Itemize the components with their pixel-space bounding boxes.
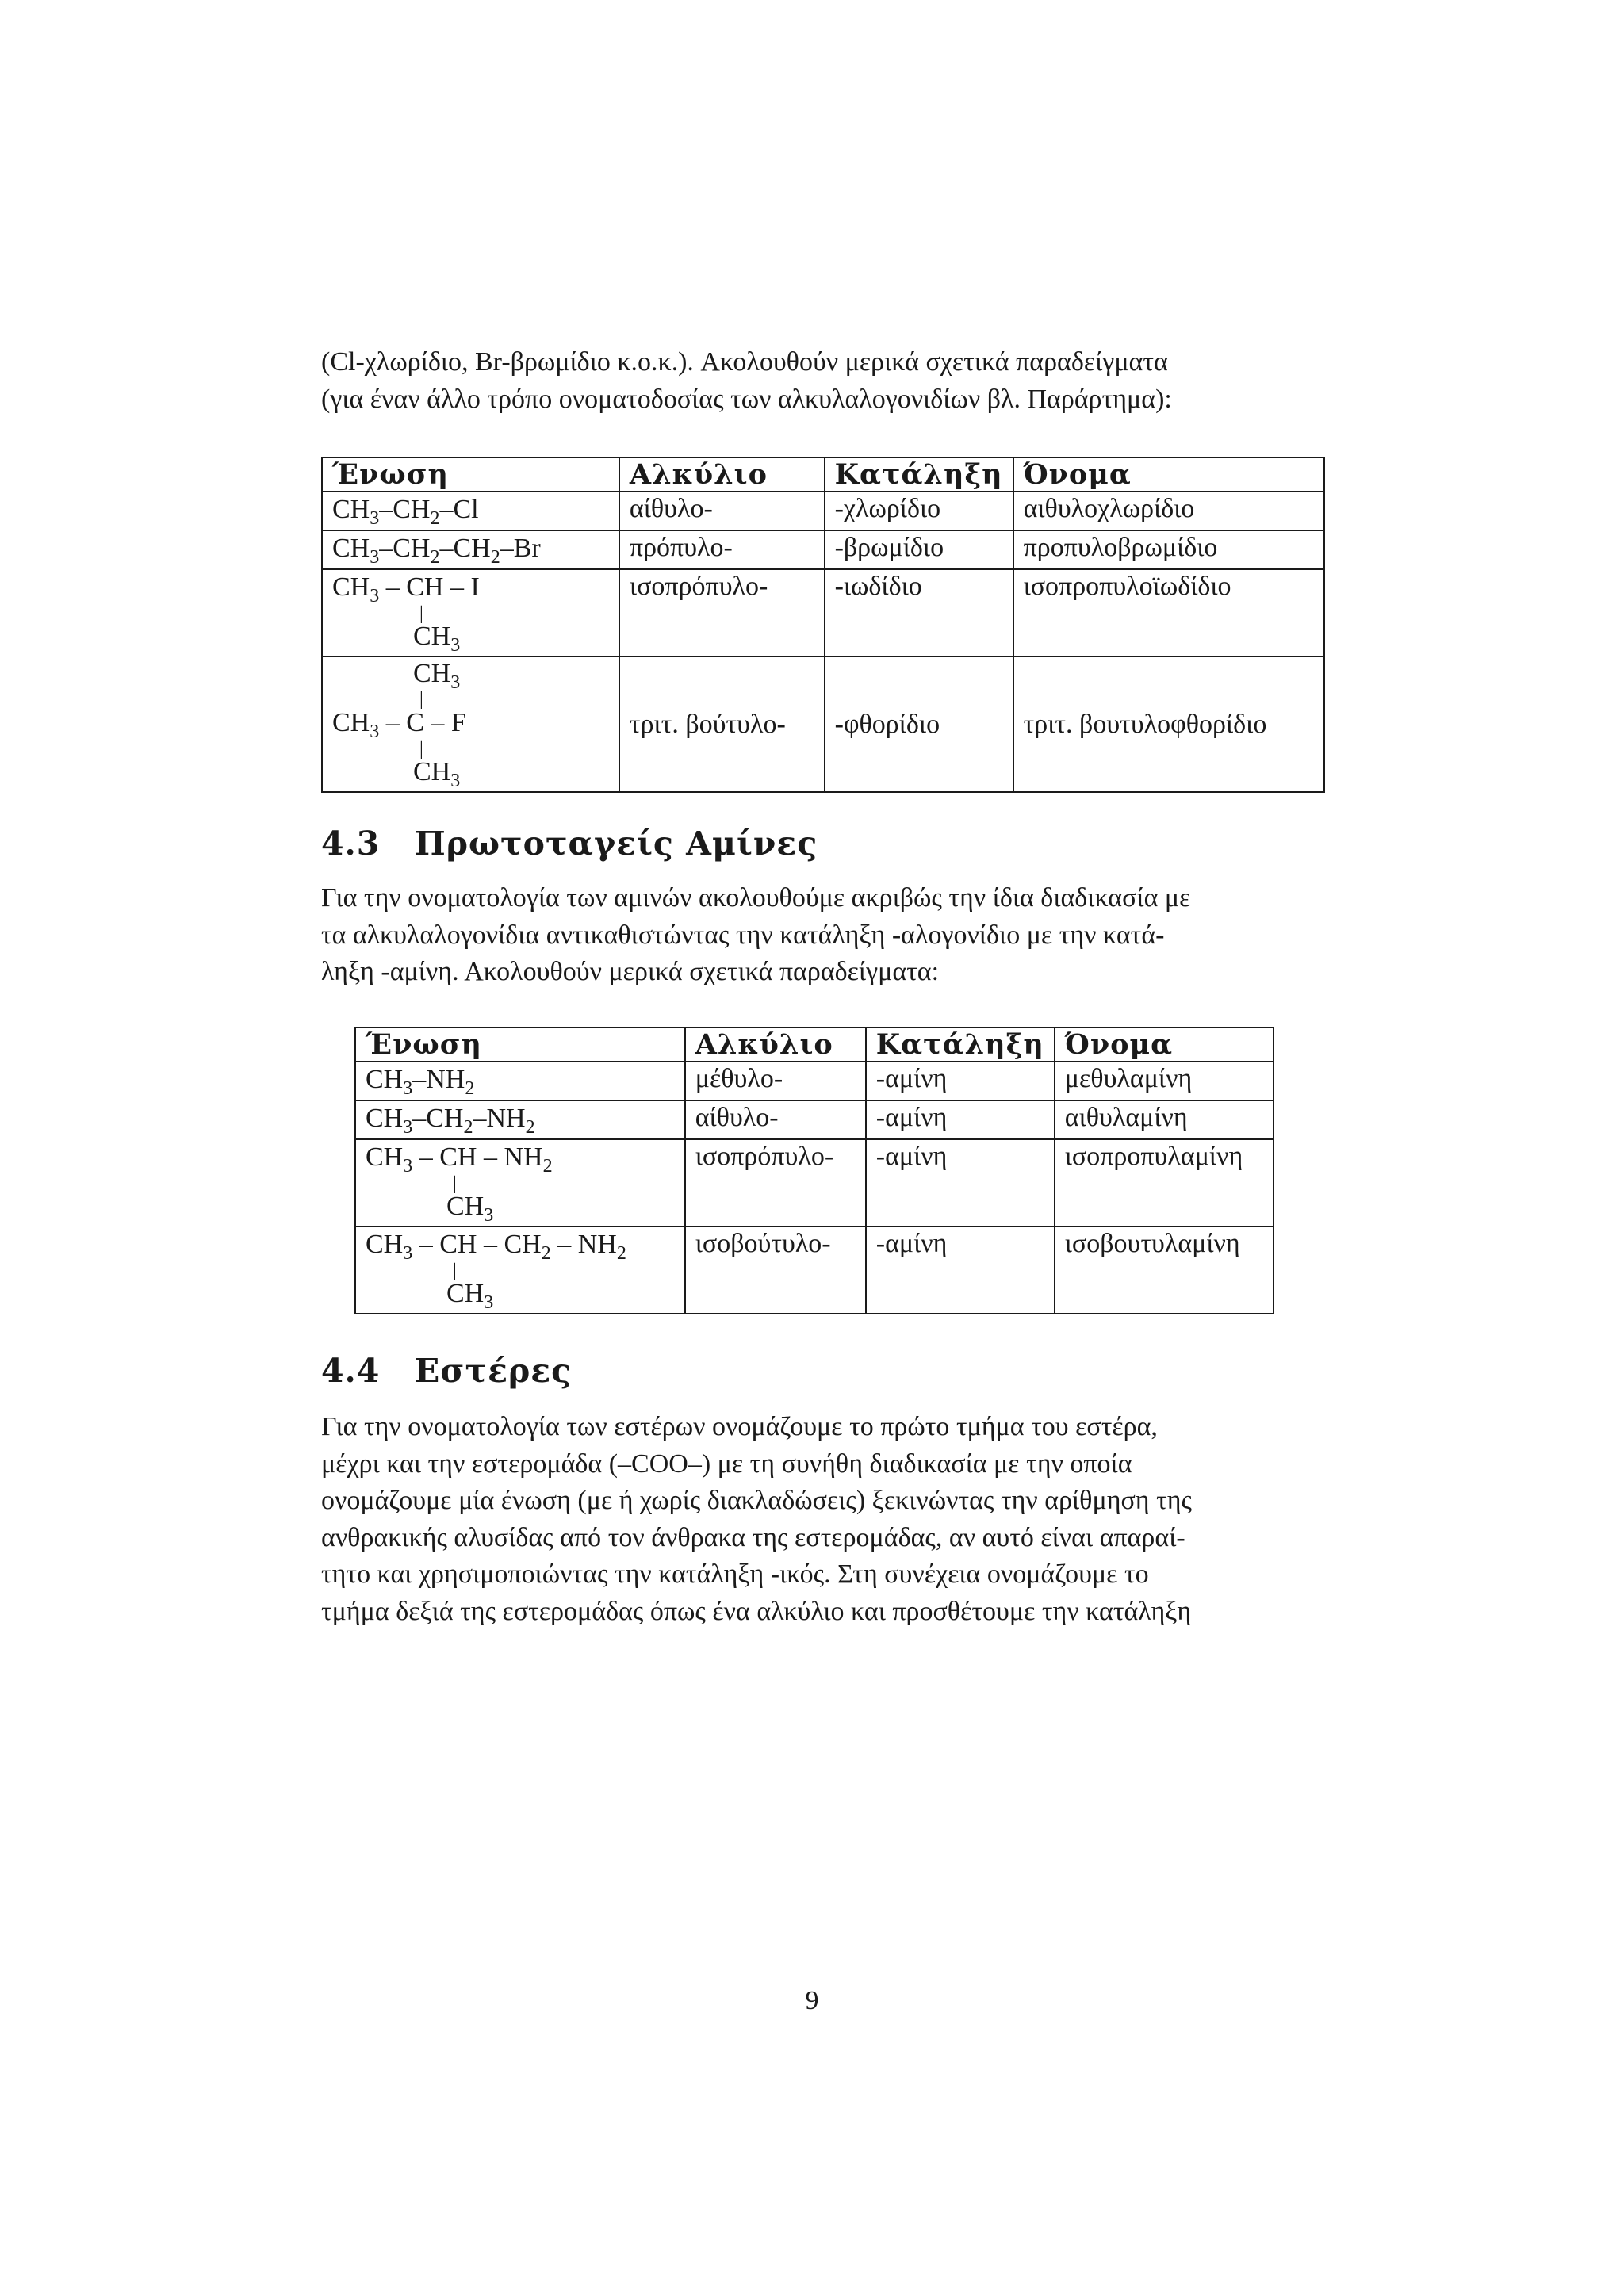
name-cell: ισοπροπυλαμίνη [1055,1139,1274,1226]
header-compound: Ένωση [322,457,619,492]
intro-paragraph [321,344,1308,418]
alkyl-cell: ισοπρόπυλο- [685,1139,866,1226]
section-heading-4-4 [321,1352,572,1390]
alkyl-cell: πρόπυλο- [619,530,825,569]
section-number: 4.4 [321,1352,381,1390]
suffix-cell: -αμίνη [866,1226,1055,1314]
table-row [322,569,1324,656]
page-number: 9 [805,1986,819,2015]
paragraph-line: ανθρακικής αλυσίδας από τον άνθρακα της εστερομάδας, αν αυτό είναι απαραί- [321,1522,1185,1552]
name-cell: αιθυλοχλωρίδιο [1013,492,1324,530]
suffix-cell: -αμίνη [866,1062,1055,1100]
table-row [322,530,1324,569]
branch-below: $CH_3$ [413,622,461,656]
formula: $CH_3-CH_2-CH_2-Br$ [332,534,541,568]
formula: $CH_3$ – CH – $CH_2 - NH_2$ [366,1230,626,1264]
alkyl-cell: ισοβούτυλο- [685,1226,866,1314]
formula: $CH_3$ – CH – $NH_2$ [366,1142,553,1177]
amines-paragraph [321,880,1308,991]
header-compound: Ένωση [355,1027,685,1062]
header-name: Όνομα [1055,1027,1274,1062]
header-alkyl: Αλκύλιο [685,1027,866,1062]
paragraph-line: Για την ονοματολογία των εστέρων ονομάζουμε το πρώτο τμήμα του εστέρα, [321,1412,1158,1441]
paragraph-line: τητο και χρησιμοποιώντας την κατάληξη -ικός. Στη συνέχεια ονομάζουμε το [321,1559,1149,1589]
branch-above: $CH_3$ [413,659,461,693]
suffix-cell: -αμίνη [866,1139,1055,1226]
amines-table [354,1027,1274,1314]
name-cell: ισοβουτυλαμίνη [1055,1226,1274,1314]
paragraph-line: τα αλκυλαλογονίδια αντικαθιστώντας την κατάληξη -αλογονίδιο με την κατά- [321,920,1165,950]
name-cell: τριτ. βουτυλοφθορίδιο [1013,656,1324,792]
alkyl-cell: ισοπρόπυλο- [619,569,825,656]
alkyl-cell: αίθυλο- [619,492,825,530]
bond-line: | [419,689,423,710]
esters-paragraph [321,1409,1308,1630]
name-cell: αιθυλαμίνη [1055,1100,1274,1139]
bond-line: | [453,1173,457,1194]
suffix-cell: -βρωμίδιο [825,530,1013,569]
table-header-row [322,457,1324,492]
suffix-cell: -φθορίδιο [825,656,1013,792]
paragraph-line: τμήμα δεξιά της εστερομάδας όπως ένα αλκύλιο και προσθέτουμε την κατάληξη [321,1596,1192,1626]
bond-line: | [419,739,423,760]
intro-line-1: (Cl-χλωρίδιο, Br-βρωμίδιο κ.ο.κ.). Ακολουθούν μερικά σχετικά παραδείγματα [321,347,1168,377]
branch-below: $CH_3$ [413,757,461,791]
table-row [355,1226,1274,1314]
formula: $CH_3-CH_2-Cl$ [332,495,479,529]
table-row [322,656,1324,792]
table-header-row [355,1027,1274,1062]
header-name: Όνομα [1013,457,1324,492]
paragraph-line: μέχρι και την εστερομάδα (–COO–) με τη συνήθη διαδικασία με την οποία [321,1448,1132,1479]
suffix-cell: -ιωδίδιο [825,569,1013,656]
bond-line: | [419,603,423,624]
suffix-cell: -αμίνη [866,1100,1055,1139]
table-row [355,1139,1274,1226]
paragraph-line: ληξη -αμίνη. Ακολουθούν μερικά σχετικά παραδείγματα: [321,957,940,986]
formula: $CH_3$ – C – F [332,708,466,742]
table-row [322,492,1324,530]
name-cell: ισοπροπυλοϊωδίδιο [1013,569,1324,656]
formula: $CH_3-NH_2$ [366,1065,475,1099]
alkyl-cell: αίθυλο- [685,1100,866,1139]
table-row [355,1100,1274,1139]
section-number: 4.3 [321,825,381,863]
paragraph-line: ονομάζουμε μία ένωση (με ή χωρίς διακλαδώσεις) ξεκινώντας την αρίθμηση της [321,1486,1192,1515]
section-title: Εστέρες [415,1352,573,1390]
suffix-cell: -χλωρίδιο [825,492,1013,530]
formula: $CH_3-CH_2-NH_2$ [366,1104,535,1138]
header-suffix: Κατάληξη [866,1027,1055,1062]
alkyl-cell: μέθυλο- [685,1062,866,1100]
formula: $CH_3$ – CH – I [332,572,480,607]
table-row [355,1062,1274,1100]
branch-below: $CH_3$ [446,1279,494,1313]
intro-line-2: (για έναν άλλο τρόπο ονοματοδοσίας των αλκυλαλογονιδίων βλ. Παράρτημα): [321,384,1172,414]
paragraph-line: Για την ονοματολογία των αμινών ακολουθούμε ακριβώς την ίδια διαδικασία με [321,883,1191,913]
name-cell: μεθυλαμίνη [1055,1062,1274,1100]
section-title: Πρωτοταγείς Αμίνες [415,825,818,863]
alkyl-halides-table [321,457,1325,793]
branch-below: $CH_3$ [446,1192,494,1226]
alkyl-cell: τριτ. βούτυλο- [619,656,825,792]
header-suffix: Κατάληξη [825,457,1013,492]
bond-line: | [453,1261,457,1281]
name-cell: προπυλοβρωμίδιο [1013,530,1324,569]
header-alkyl: Αλκύλιο [619,457,825,492]
section-heading-4-3 [321,825,818,863]
